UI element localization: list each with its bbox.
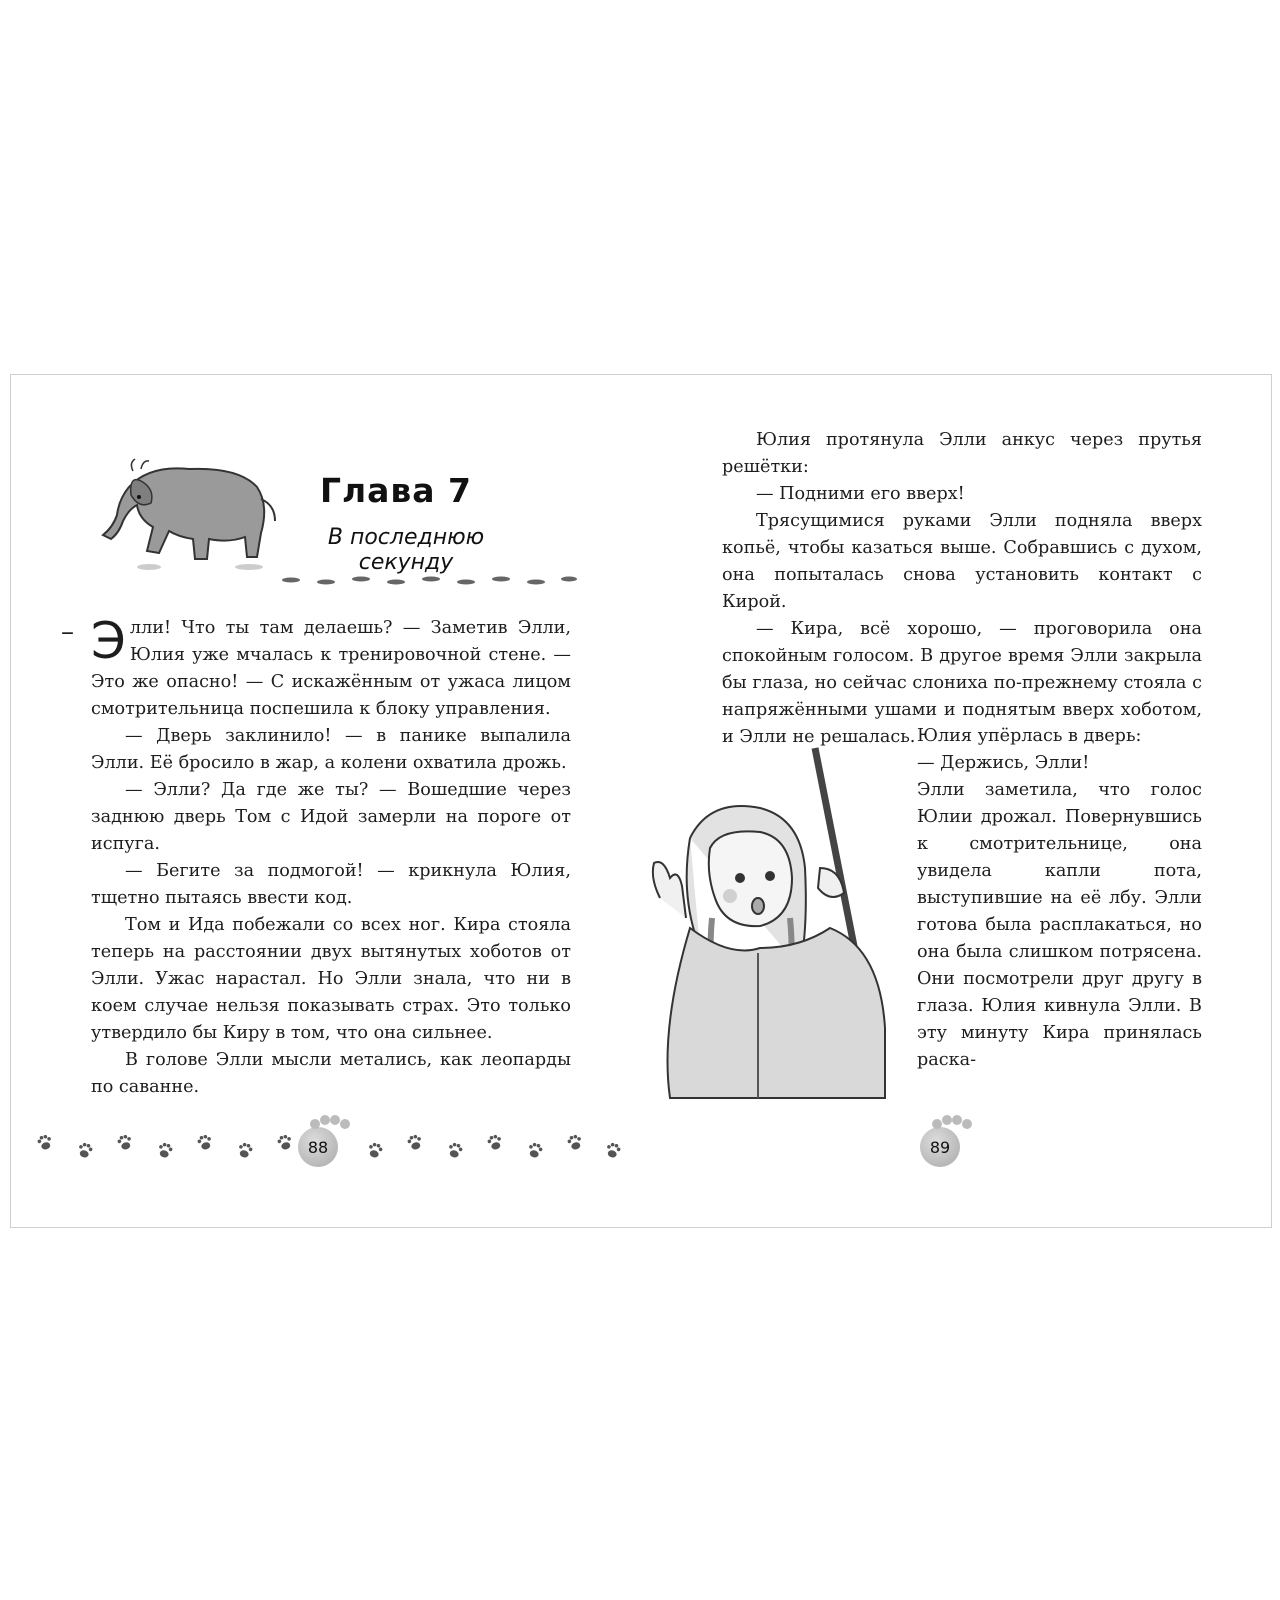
paragraph: — Кира, всё хорошо, — проговорила она спокойным голосом. В другое время Элли закрыла бы глаза, но сейчас слониха по-прежнему стояла с напряжёнными ушами и поднятым вверх хоботом, и Элли не решалась. bbox=[722, 619, 1202, 747]
page-88-badge-toes-icon bbox=[305, 1114, 355, 1130]
dropcap-letter: Э bbox=[91, 612, 126, 670]
paw-print-icon bbox=[527, 1142, 544, 1159]
paw-print-icon bbox=[116, 1134, 133, 1151]
paw-print-icon bbox=[36, 1134, 53, 1151]
paragraph bbox=[91, 612, 571, 723]
right-body-text-top bbox=[722, 427, 1202, 751]
paw-print-icon bbox=[486, 1134, 503, 1151]
paragraph: В голове Элли мысли метались, как леопарды по саванне. bbox=[91, 1050, 571, 1097]
paw-print-icon bbox=[406, 1134, 423, 1151]
left-page bbox=[11, 375, 642, 1227]
girl-with-stick-icon bbox=[630, 728, 900, 1108]
paw-print-icon bbox=[276, 1134, 293, 1151]
footprints-divider bbox=[271, 570, 581, 590]
page-number: 88 bbox=[307, 1137, 329, 1157]
paw-print-icon bbox=[157, 1142, 174, 1159]
paragraph: Том и Ида побежали со всех ног. Кира стояла теперь на расстоянии двух вытянутых хоботов от Элли. Ужас нарастал. Но Элли знала, что ни в коем случае нельзя показывать страх. Это только утвердило бы Киру в том, что она сильнее. bbox=[91, 915, 571, 1043]
paragraph: — Дверь заклинило! — в панике выпалила Элли. Её бросило в жар, а колени охватила дрожь. bbox=[91, 726, 571, 773]
page-number-badge bbox=[298, 1127, 338, 1167]
paw-print-icon bbox=[605, 1142, 622, 1159]
chapter-title: Глава 7 bbox=[319, 471, 473, 510]
paragraph: — Бегите за подмогой! — крикнула Юлия, тщетно пытаясь ввести код. bbox=[91, 861, 571, 908]
paragraph: — Подними его вверх! bbox=[756, 484, 965, 504]
paw-print-icon bbox=[566, 1134, 583, 1151]
paragraph: Трясущимися руками Элли подняла вверх копьё, чтобы казаться выше. Собравшись с духом, она попыталась снова установить контакт с Кирой. bbox=[722, 511, 1202, 612]
paragraph: Юлия упёрлась в дверь: bbox=[917, 726, 1142, 746]
paragraph: — Элли? Да где же ты? — Вошедшие через заднюю дверь Том с Идой замерли на пороге от испуга. bbox=[91, 780, 571, 854]
paw-print-icon bbox=[447, 1142, 464, 1159]
left-body-text bbox=[61, 612, 571, 1101]
paw-print-icon bbox=[237, 1142, 254, 1159]
page-number: 89 bbox=[929, 1137, 951, 1157]
page-89-badge-toes-icon bbox=[927, 1114, 977, 1130]
paw-print-icon bbox=[77, 1142, 94, 1159]
paragraph: Элли заметила, что голос Юлии дрожал. Повернувшись к смотрительнице, она увидела капли пота, выступившие на её лбу. Элли готова была расплакаться, но она была слишком потрясена. Они посмотрели друг другу в глаза. Юлия кивнула Элли. В эту минуту Кира принялась раска- bbox=[917, 780, 1202, 1070]
paragraph: Юлия протянула Элли анкус через прутья решётки: bbox=[722, 430, 1202, 477]
right-body-text-side bbox=[917, 723, 1202, 1074]
elephant-icon bbox=[89, 447, 299, 577]
paw-print-icon bbox=[367, 1142, 384, 1159]
paragraph-text: лли! Что ты там делаешь? — Заметив Элли, Юлия уже мчалась к тренировочной стене. — Это же опасно! — С искажённым от ужаса лицом смотрительница поспешила к блоку управления. bbox=[91, 618, 571, 719]
chapter-subtitle: В последнюю секунду bbox=[327, 525, 485, 575]
paragraph: — Держись, Элли! bbox=[917, 753, 1090, 773]
page-number-badge bbox=[920, 1127, 960, 1167]
dropcap-dash: – bbox=[61, 617, 74, 647]
paw-print-icon bbox=[196, 1134, 213, 1151]
